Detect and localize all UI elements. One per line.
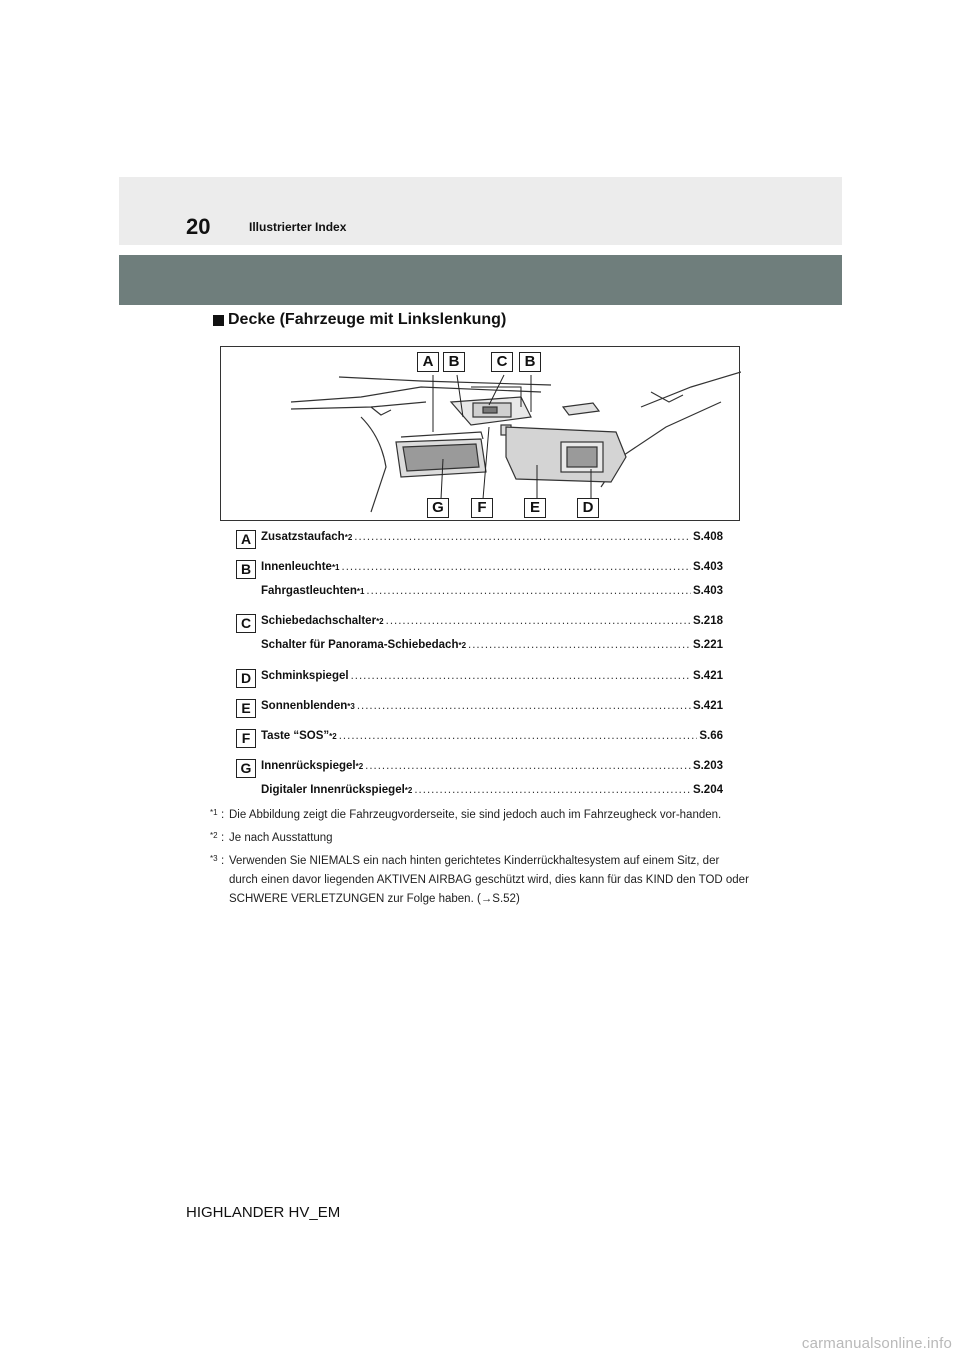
leader-dots: [339, 730, 698, 742]
entry-page-ref[interactable]: S.203: [692, 760, 723, 772]
callout-e: E: [524, 498, 546, 518]
callout-c: C: [491, 352, 513, 372]
footer-model: HIGHLANDER HV_EM: [186, 1204, 341, 1221]
watermark: carmanualsonline.info: [801, 1335, 952, 1352]
entry-label: Schalter für Panorama-Schiebedach: [261, 639, 459, 651]
page-number: 20: [186, 214, 211, 239]
square-bullet-icon: [213, 315, 224, 326]
entry-label: Innenrückspiegel: [261, 760, 356, 772]
callout-f: F: [471, 498, 493, 518]
entry-line[interactable]: Zusatzstaufach *2 ..... S.408: [261, 531, 723, 543]
footnote-mark: *2: [210, 831, 218, 840]
entry-key-a: A: [236, 530, 256, 549]
section-band: [119, 255, 842, 305]
entry-key-c: C: [236, 614, 256, 633]
entry-line[interactable]: Schiebedachschalter *2 ..... S.218: [261, 615, 723, 627]
section-title: Illustrierter Index: [249, 220, 347, 234]
entry-line[interactable]: Taste “SOS” *2 ..... S.66: [261, 730, 723, 742]
callout-a: A: [417, 352, 439, 372]
leader-dots: [357, 700, 691, 712]
entry-label: Sonnenblenden: [261, 700, 348, 712]
callout-b: B: [443, 352, 465, 372]
entry-line[interactable]: [261, 670, 723, 682]
footnote: [210, 829, 750, 848]
footnotes: [210, 806, 750, 913]
footnote-colon: :: [221, 855, 225, 867]
entry-label: Innenleuchte: [261, 561, 332, 573]
leader-dots: [354, 531, 691, 543]
entry-page-ref[interactable]: S.218: [692, 615, 723, 627]
entry-page-ref[interactable]: S.421: [692, 700, 723, 712]
header-divider: [119, 245, 842, 255]
entry-label: Fahrgastleuchten: [261, 585, 357, 597]
entry-page-ref[interactable]: S.221: [692, 639, 723, 651]
entry-page-ref[interactable]: S.204: [692, 784, 723, 796]
leader-dots: [386, 615, 691, 627]
leader-dots: [366, 585, 691, 597]
footnote-text: Verwenden Sie NIEMALS ein nach hinten gerichtetes Kinderrückhaltesystem auf einem Sitz, der durch einen davor liegenden AKTIVEN AIRBAG geschützt wird, dies kann für das KIND den TOD oder SCHWERE VERLETZUNGEN zur Folge haben. (→S.52): [229, 855, 749, 905]
entry-key-e: E: [236, 699, 256, 718]
callout-d: D: [577, 498, 599, 518]
footnote-text: Die Abbildung zeigt die Fahrzeugvorderseite, sie sind jedoch auch im Fahrzeugheck vor-handen.: [229, 809, 722, 821]
ceiling-illustration: [220, 346, 740, 521]
entry-line[interactable]: Fahrgastleuchten *1 ..... S.403: [261, 585, 723, 597]
footnote-mark: *3: [210, 854, 218, 863]
entry-page-ref[interactable]: S.408: [692, 531, 723, 543]
entry-line[interactable]: Innenrückspiegel *2 ..... S.203: [261, 760, 723, 772]
leader-dots: [342, 561, 691, 573]
entry-label: Taste “SOS”: [261, 730, 330, 742]
section-heading-text: Decke (Fahrzeuge mit Linkslenkung): [228, 311, 507, 328]
entry-key-b: B: [236, 560, 256, 579]
footnote: [210, 852, 750, 909]
entry-label: Digitaler Innenrückspiegel: [261, 784, 405, 796]
leader-dots: [351, 670, 691, 682]
entry-page-ref[interactable]: S.421: [692, 670, 723, 682]
footnote-mark: *1: [210, 808, 218, 817]
leader-dots: [468, 639, 691, 651]
entry-line[interactable]: Sonnenblenden *3 ..... S.421: [261, 700, 723, 712]
header-band: [119, 177, 842, 245]
callout-g: G: [427, 498, 449, 518]
entry-line[interactable]: Digitaler Innenrückspiegel *2 ..... S.204: [261, 784, 723, 796]
entry-page-ref[interactable]: S.66: [699, 730, 723, 742]
entry-page-ref[interactable]: S.403: [692, 561, 723, 573]
ceiling-drawing: [221, 347, 741, 522]
leader-dots: [414, 784, 691, 796]
entry-key-g: G: [236, 759, 256, 778]
entry-label: Schminkspiegel: [261, 670, 349, 682]
callout-b-right: B: [519, 352, 541, 372]
entry-line[interactable]: Innenleuchte *1 ..... S.403: [261, 561, 723, 573]
entry-key-f: F: [236, 729, 256, 748]
entry-key-d: D: [236, 669, 256, 688]
entry-label: Schiebedachschalter: [261, 615, 377, 627]
entry-line[interactable]: Schalter für Panorama-Schiebedach *2 ..... S.221: [261, 639, 723, 651]
entry-page-ref[interactable]: S.403: [692, 585, 723, 597]
leader-dots: [365, 760, 691, 772]
section-heading: [213, 311, 506, 329]
entry-label: Zusatzstaufach: [261, 531, 345, 543]
footnote-colon: :: [221, 832, 225, 844]
footnote-colon: :: [221, 809, 225, 821]
footnote: [210, 806, 750, 825]
footnote-text: Je nach Ausstattung: [229, 832, 333, 844]
